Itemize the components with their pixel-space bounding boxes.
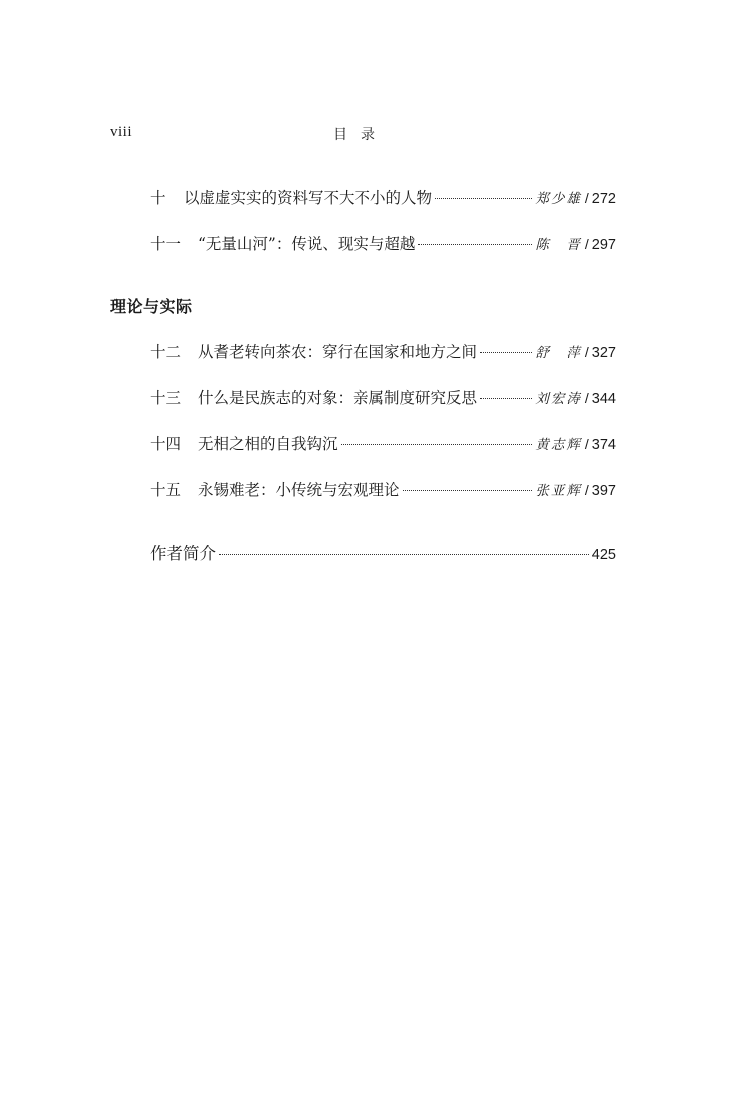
entry-number: 十 [150,189,166,207]
dot-leader [403,490,533,491]
page-separator: / [584,236,589,252]
entry-author: 黄志辉 [535,437,582,453]
entry-page-number: 272 [591,191,616,207]
entry-number: 十五 [150,481,182,499]
entry-author: 郑少雄 [535,191,582,207]
toc-entry-13[interactable] [150,386,616,410]
toc-entry-10[interactable] [150,186,616,210]
entry-number: 十四 [150,435,182,453]
toc-entry-12[interactable] [150,340,616,364]
entry-author: 刘宏涛 [535,391,582,407]
entry-title: 作者简介 [150,544,216,563]
toc-entry-contributors[interactable] [150,540,616,564]
dot-leader [341,444,533,445]
entry-author: 舒 萍 [535,345,582,361]
entry-title: 无相之相的自我钩沉 [198,435,338,453]
section-heading: 理论与实际 [110,297,193,316]
entry-title: “无量山河”：传说、现实与超越 [198,235,416,253]
page-separator: / [584,190,589,206]
entry-title: 什么是民族志的对象：亲属制度研究反思 [198,389,478,407]
dot-leader [480,352,532,353]
entry-number: 十一 [150,235,182,253]
entry-page-number: 425 [591,547,616,563]
dot-leader [219,554,589,555]
entry-page-number: 374 [591,437,616,453]
entry-author: 陈 晋 [535,237,582,253]
dot-leader [480,398,532,399]
page-separator: / [584,344,589,360]
page-separator: / [584,390,589,406]
running-title: 目录 [333,127,389,143]
entry-title: 从耆老转向茶农：穿行在国家和地方之间 [198,343,478,361]
entry-number: 十三 [150,389,182,407]
running-head [110,124,630,146]
entry-page-number: 397 [591,483,616,499]
page-separator: / [584,482,589,498]
toc-entry-11[interactable] [150,232,616,256]
entry-title: 以虚虚实实的资料写不大不小的人物 [184,189,433,207]
entry-page-number: 297 [591,237,616,253]
toc-entry-14[interactable] [150,432,616,456]
entry-number: 十二 [150,343,182,361]
dot-leader [418,244,532,245]
entry-page-number: 344 [591,391,616,407]
entry-page-number: 327 [591,345,616,361]
entry-author: 张亚辉 [535,483,582,499]
toc-entry-15[interactable] [150,478,616,502]
page-number: viii [110,124,133,140]
page-separator: / [584,436,589,452]
dot-leader [435,198,532,199]
entry-title: 永锡难老：小传统与宏观理论 [198,481,400,499]
